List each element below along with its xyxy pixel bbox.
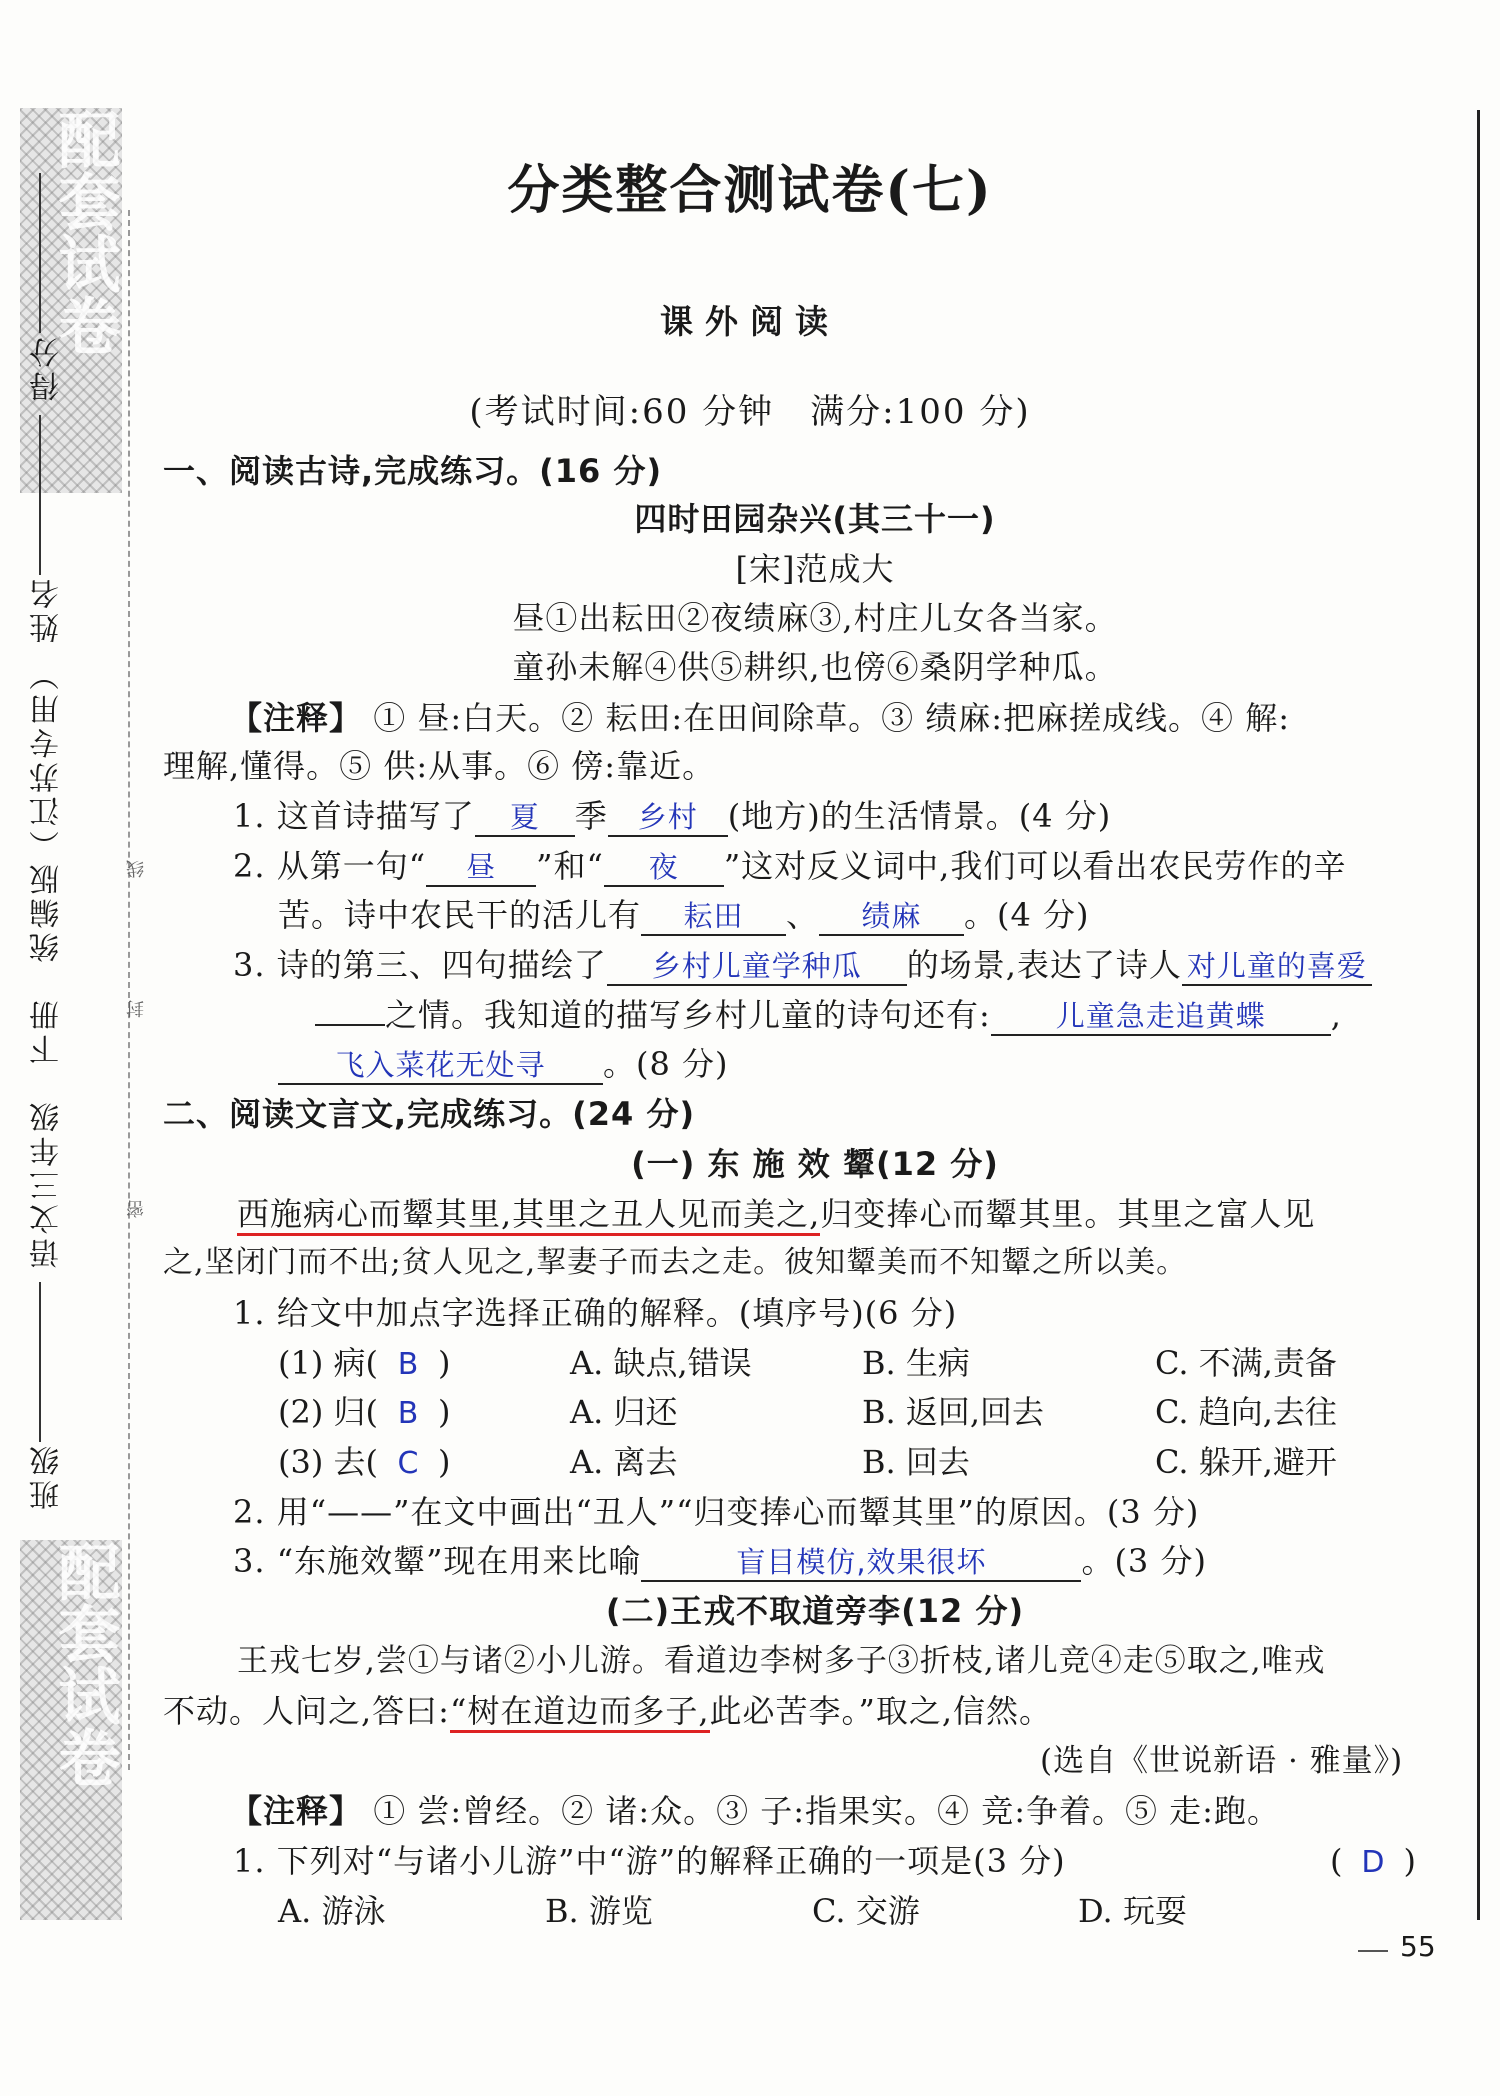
option-c: C. 趋向,去往	[1155, 1393, 1337, 1431]
section-heading: 二、阅读文言文,完成练习。(24 分)	[163, 1095, 696, 1133]
passage-title: (二)王戎不取道旁李(12 分)	[605, 1592, 1025, 1630]
band-text: 配套试卷	[48, 1540, 121, 1788]
question-text: 、	[786, 896, 820, 934]
answer-blank[interactable]: 夜	[604, 849, 724, 887]
binding-margin	[18, 333, 78, 1510]
passage-text: 此必苦李。”取之,信然。	[709, 1692, 1053, 1730]
choice-label: (1) 病(	[278, 1344, 378, 1382]
choice-answer[interactable]: C	[397, 1446, 419, 1481]
passage-text	[237, 1193, 1315, 1235]
passage-text: 王戎七岁,尝①与诸②小儿游。看道边李树多子③折枝,诸儿竞④走⑤取之,唯戎	[237, 1643, 1326, 1679]
question-continuation	[315, 994, 1342, 1036]
notes-text: 理解,懂得。⑤ 供:从事。⑥ 傍:靠近。	[163, 747, 716, 785]
option-b: B. 游览	[545, 1892, 653, 1930]
answer-blank[interactable]: 对儿童的喜爱	[1182, 948, 1372, 986]
answer-blank[interactable]: 昼	[426, 849, 536, 887]
question	[233, 1540, 1207, 1582]
underlined-text: 西施病心而颦其里,其里之丑人见而美之,	[237, 1195, 820, 1236]
choice-answer[interactable]: B	[397, 1396, 419, 1431]
question-text: 。(3 分)	[1081, 1542, 1207, 1580]
class-label: 班级	[30, 1442, 65, 1510]
answer-blank[interactable]: 乡村	[608, 799, 728, 837]
choice-item	[278, 1441, 450, 1485]
choice-label: )	[438, 1344, 451, 1382]
question-text: ”和“	[536, 847, 604, 885]
poem-line: 童孙未解④供⑤耕织,也傍⑥桑阴学种瓜。	[512, 648, 1118, 686]
question-text: 季	[574, 797, 608, 835]
option-c: C. 交游	[812, 1892, 920, 1930]
choice-answer[interactable]: B	[397, 1347, 419, 1382]
answer-blank[interactable]: 绩麻	[819, 898, 964, 936]
bracket: )	[1403, 1842, 1417, 1880]
choice-label: (2) 归(	[278, 1393, 378, 1431]
question-text: 1. 这首诗描写了	[233, 797, 475, 835]
name-label: 姓名	[30, 574, 65, 643]
passage-source: (选自《世说新语 · 雅量》)	[1040, 1743, 1404, 1779]
seal-mark: 封	[126, 1000, 147, 1018]
option-c: C. 不满,责备	[1155, 1344, 1337, 1382]
answer-bracket	[1330, 1840, 1417, 1884]
seal-mark: 线	[126, 860, 147, 878]
name-field[interactable]	[39, 415, 41, 575]
notes	[230, 1790, 1280, 1832]
notes-label: 【注释】	[230, 1792, 363, 1830]
question-continuation	[278, 1043, 729, 1085]
option-a: A. 归还	[570, 1393, 678, 1431]
poem-line: 昼①出耘田②夜绩麻③,村庄儿女各当家。	[512, 599, 1118, 637]
exam-info: (考试时间:60 分钟 满分:100 分)	[469, 392, 1031, 432]
option-c: C. 躲开,避开	[1155, 1443, 1337, 1481]
page-number-dash	[1358, 1950, 1388, 1952]
poem-title: 四时田园杂兴(其三十一)	[634, 500, 996, 538]
passage-text	[163, 1690, 1052, 1732]
option-b: B. 返回,回去	[862, 1393, 1045, 1431]
answer-blank[interactable]: 儿童急走追黄蝶	[991, 998, 1331, 1036]
question-text: 的场景,表达了诗人	[906, 946, 1182, 984]
passage-text: 之,坚闭门而不出;贫人见之,挈妻子而去之走。彼知颦美而不知颦之所以美。	[163, 1245, 1188, 1280]
question-text: 苦。诗中农民干的活儿有	[278, 896, 642, 934]
option-d: D. 玩耍	[1078, 1892, 1187, 1930]
question	[233, 795, 1111, 837]
question-text: ,	[1330, 996, 1342, 1034]
seal-mark: 密	[126, 1200, 147, 1218]
notes-text: ① 尝:曾经。② 诸:众。③ 子:指果实。④ 竞:争着。⑤ 走:跑。	[373, 1792, 1280, 1830]
poem-author: [宋]范成大	[735, 550, 895, 588]
option-a: A. 离去	[570, 1443, 678, 1481]
question-continuation	[278, 894, 1090, 936]
question: 1. 给文中加点字选择正确的解释。(填序号)(6 分)	[233, 1294, 958, 1332]
question	[233, 845, 1346, 887]
choice-item	[278, 1342, 450, 1386]
section-heading: 一、阅读古诗,完成练习。(16 分)	[163, 452, 663, 490]
option-a: A. 游泳	[278, 1892, 386, 1930]
passage-text: 不动。人问之,答曰:	[163, 1692, 450, 1730]
bracket: (	[1330, 1842, 1344, 1880]
page-number: 55	[1400, 1930, 1436, 1963]
page-title: 分类整合测试卷(七)	[507, 160, 993, 221]
answer-blank[interactable]: 乡村儿童学种瓜	[607, 948, 907, 986]
choice-label: )	[438, 1443, 451, 1481]
option-a: A. 缺点,错误	[570, 1344, 752, 1382]
notes-label: 【注释】	[230, 699, 363, 737]
question-text: ”这对反义词中,我们可以看出农民劳作的辛	[723, 847, 1347, 885]
answer-blank[interactable]: 耘田	[641, 898, 786, 936]
question: 1. 下列对“与诸小儿游”中“游”的解释正确的一项是(3 分)	[233, 1842, 1066, 1880]
choice-answer[interactable]: D	[1361, 1845, 1386, 1880]
question: 2. 用“——”在文中画出“丑人”“归变捧心而颦其里”的原因。(3 分)	[233, 1493, 1200, 1531]
option-b: B. 回去	[862, 1443, 970, 1481]
question	[233, 944, 1372, 986]
answer-blank[interactable]: 夏	[475, 799, 575, 837]
score-label: 得分	[30, 333, 65, 402]
underlined-text: “树在道边而多子,	[450, 1692, 710, 1733]
band-text: 配套试卷	[48, 108, 121, 356]
answer-blank[interactable]: 盲目模仿,效果很坏	[641, 1544, 1081, 1582]
question-text: 3. 诗的第三、四句描绘了	[233, 946, 607, 984]
notes	[230, 697, 1290, 739]
answer-blank[interactable]	[315, 1024, 385, 1026]
notes-text: ① 昼:白天。② 耘田:在田间除草。③ 绩麻:把麻搓成线。④ 解:	[373, 699, 1291, 737]
binding-label: 语文三年级 下册 统编版（江苏专用）	[30, 656, 65, 1269]
passage-text: 归变捧心而颦其里。其里之富人见	[820, 1195, 1316, 1233]
page-subtitle: 课外阅读	[660, 302, 840, 341]
right-border	[1477, 110, 1480, 1920]
choice-label: )	[438, 1393, 451, 1431]
option-b: B. 生病	[862, 1344, 970, 1382]
choice-label: (3) 去(	[278, 1443, 378, 1481]
choice-item	[278, 1391, 450, 1435]
answer-blank[interactable]: 飞入菜花无处寻	[278, 1047, 603, 1085]
question-text: (地方)的生活情景。(4 分)	[727, 797, 1112, 835]
question-text: 2. 从第一句“	[233, 847, 427, 885]
decorative-band-bottom	[20, 1540, 122, 1920]
class-field[interactable]	[39, 1282, 41, 1442]
question-text: 。(4 分)	[964, 896, 1090, 934]
question-text: 之情。我知道的描写乡村儿童的诗句还有:	[385, 996, 991, 1034]
question-text: 3. “东施效颦”现在用来比喻	[233, 1542, 642, 1580]
question-text: 。(8 分)	[603, 1045, 729, 1083]
seal-line	[128, 210, 130, 1770]
passage-title: (一) 东 施 效 颦(12 分)	[631, 1145, 999, 1183]
